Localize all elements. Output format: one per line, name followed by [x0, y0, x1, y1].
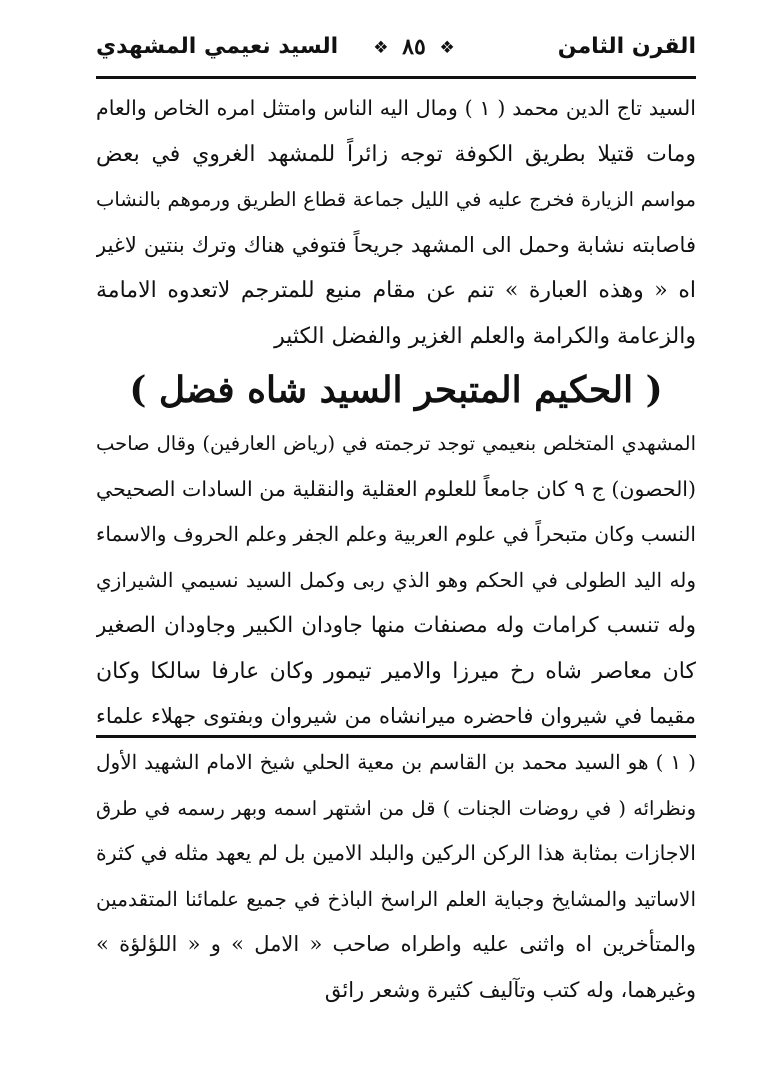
text-line: وله اليد الطولى في الحكم وهو الذي ربى وكمل السيد نسيمي الشيرازي — [96, 567, 696, 592]
page-number: ٨٥ — [402, 34, 426, 60]
running-header — [96, 28, 696, 68]
text-line: فاصابته نشابة وحمل الى المشهد جريحاً فتوفي هناك وترك بنتين لاغير — [96, 232, 696, 257]
text-line: وله تنسب كرامات وله مصنفات منها جاودان الكبير وجاودان الصغير — [96, 613, 696, 638]
text-line: ومات قتيلا بطريق الكوفة توجه زائراً للمشهد الغروي في بعض — [96, 141, 696, 167]
text-line: اه « وهذه العبارة » تنم عن مقام منيع للمترجم لاتعدوه الامامة — [96, 278, 696, 303]
footnote-line: الاساتيد والمشايخ وجباية العلم الراسخ الباذخ في جميع علمائنا المتقدمين — [96, 886, 696, 911]
footnote — [96, 740, 696, 1013]
text-line: كان معاصر شاه رخ ميرزا والامير تيمور وكان عارفا سالكا وكان — [96, 658, 696, 684]
main-text — [96, 86, 696, 740]
footnote-line: ( ١ ) هو السيد محمد بن القاسم بن معية الحلي شيخ الامام الشهيد الأول — [96, 750, 696, 774]
footnote-line: الاجازات بمثابة هذا الركن الركين والبلد الامين بل لم يعهد مثله في كثرة — [96, 841, 696, 865]
footnote-divider — [96, 735, 696, 738]
footnote-line: والمتأخرين اه واثنى عليه واطراه صاحب « الامل » و « اللؤلؤة » — [96, 932, 696, 956]
page-number-group — [364, 34, 464, 60]
text-line: المشهدي المتخلص بنعيمي توجد ترجمته في (رياض العارفين) وقال صاحب — [96, 432, 696, 455]
footnote-line: ونظرائه ( في روضات الجنات ) قل من اشتهر اسمه وبهر رسمه في طرق — [96, 796, 696, 820]
text-line: مواسم الزيارة فخرج عليه في الليل جماعة قطاع الطريق ورموهم بالنشاب — [96, 188, 696, 211]
section-heading: ( الحكيم المتبحر السيد شاه فضل ) — [129, 369, 663, 411]
footnote-line: وغيرهما، وله كتب وتآليف كثيرة وشعر رائق — [324, 977, 696, 1002]
text-line: السيد تاج الدين محمد ( ١ ) ومال اليه الناس وامتثل امره الخاص والعام — [96, 96, 696, 120]
text-line: والزعامة والكرامة والعلم الغزير والفضل الكثير — [274, 323, 696, 349]
running-header-subject: السيد نعيمي المشهدي — [96, 34, 339, 59]
text-line: النسب وكان متبحراً في علوم العربية وعلم الجفر وعلم الحروف والاسماء — [96, 522, 696, 546]
text-line: (الحصون) ج ٩ كان جامعاً للعلوم العقلية والنقلية من السادات الصحيحي — [96, 476, 696, 501]
ornament-icon: ❖ — [439, 38, 455, 58]
header-divider — [96, 76, 696, 79]
ornament-icon: ❖ — [373, 38, 389, 58]
running-header-century: القرن الثامن — [557, 34, 696, 59]
text-line: مقيما في شيروان فاحضره ميرانشاه من شيروان وبفتوى جهلاء علماء — [96, 704, 696, 728]
